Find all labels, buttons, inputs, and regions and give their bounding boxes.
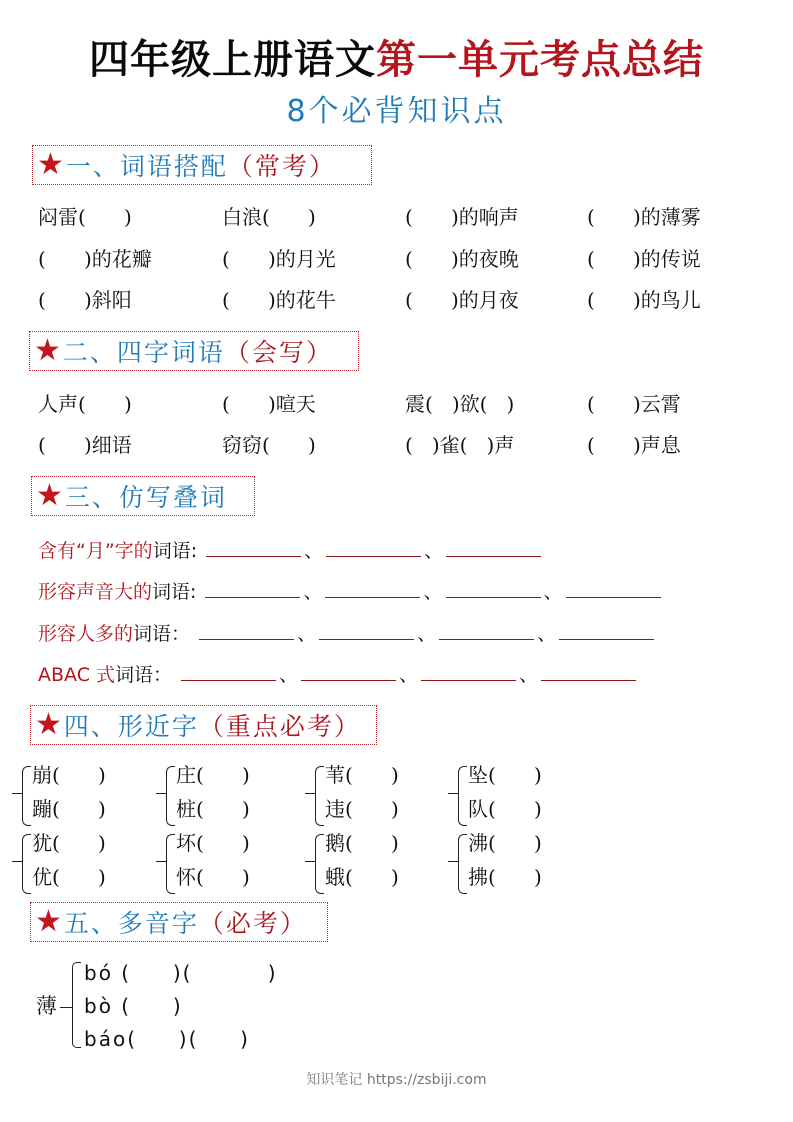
section-title: 五、多音字	[63, 909, 199, 938]
star-icon: ★	[36, 478, 63, 513]
character-pair: 庄( ) 桩( )	[156, 760, 296, 830]
section-heading-polyphones	[30, 902, 328, 942]
star-icon: ★	[34, 333, 61, 368]
answer-blank[interactable]	[326, 538, 421, 557]
list-item: 震( )欲( )	[405, 392, 515, 416]
brace-icon	[12, 793, 22, 794]
brace-icon	[156, 793, 166, 794]
answer-blank[interactable]	[541, 662, 636, 681]
answer-blank[interactable]	[446, 538, 541, 557]
answer-blank[interactable]	[206, 538, 301, 557]
section-tag: （常考）	[227, 152, 336, 181]
polyphone-character: 薄	[36, 994, 57, 1018]
answer-blank[interactable]	[439, 621, 534, 640]
star-icon: ★	[37, 147, 64, 182]
list-item: ( )细语	[38, 433, 132, 457]
section-heading-reduplicated-words	[31, 476, 255, 516]
brace-icon	[448, 861, 458, 862]
brace-icon	[12, 861, 22, 862]
list-item: 白浪( )	[222, 205, 316, 229]
fill-in-line-loud-sound-words: 形容声音大的词语: 、 、 、	[38, 579, 664, 605]
brace-icon	[448, 793, 458, 794]
fill-in-line-crowd-words: 形容人多的词语： 、 、 、	[38, 621, 657, 647]
polyphone-group	[36, 958, 356, 1058]
star-icon: ★	[35, 904, 62, 939]
character-pair: 坏( ) 怀( )	[156, 828, 296, 898]
section-tag: （必考）	[198, 909, 307, 938]
list-item: ( )喧天	[222, 392, 316, 416]
answer-blank[interactable]	[319, 621, 414, 640]
answer-blank[interactable]	[446, 579, 541, 598]
page-title-unit: 第一单元考点总结	[376, 37, 704, 83]
brace-icon	[156, 861, 166, 862]
list-item: ( )云霄	[587, 392, 681, 416]
fill-in-line-yue-words: 含有“月”字的词语: 、 、	[38, 538, 544, 564]
reading-line: báo( )( )	[84, 1027, 250, 1051]
character-pair: 崩( ) 蹦( )	[12, 760, 152, 830]
list-item: ( )的传说	[587, 247, 701, 271]
character-pair: 沸( ) 拂( )	[448, 828, 588, 898]
page-subtitle: 8个必背知识点	[286, 94, 507, 129]
list-item: ( )的鸟儿	[587, 288, 701, 312]
list-item: 人声( )	[38, 392, 132, 416]
list-item: ( )雀( )声	[405, 433, 515, 457]
section-title: 二、四字词语	[62, 338, 225, 367]
list-item: 闷雷( )	[38, 205, 132, 229]
answer-blank[interactable]	[199, 621, 294, 640]
answer-blank[interactable]	[566, 579, 661, 598]
section-tag: （重点必考）	[198, 712, 361, 741]
reading-line: bó ( )( )	[84, 961, 278, 985]
answer-blank[interactable]	[301, 662, 396, 681]
section-title: 三、仿写叠词	[64, 483, 227, 512]
character-pair: 坠( ) 队( )	[448, 760, 588, 830]
section-title: 一、词语搭配	[65, 152, 228, 181]
footer-watermark: 知识笔记 https://zsbiji.com	[306, 1072, 487, 1088]
list-item: ( )的夜晚	[405, 247, 519, 271]
list-item: ( )斜阳	[38, 288, 132, 312]
list-item: 窃窃( )	[222, 433, 316, 457]
answer-blank[interactable]	[559, 621, 654, 640]
section-heading-four-char-words	[29, 331, 359, 371]
answer-blank[interactable]	[181, 662, 276, 681]
answer-blank[interactable]	[325, 579, 420, 598]
list-item: ( )声息	[587, 433, 681, 457]
answer-blank[interactable]	[205, 579, 300, 598]
section-heading-similar-characters	[30, 705, 377, 745]
brace-icon	[60, 1007, 72, 1008]
character-pair: 苇( ) 违( )	[305, 760, 445, 830]
fill-in-line-abac-words: ABAC 式词语： 、 、 、	[38, 662, 639, 688]
page-title-grade: 四年级上册语文	[89, 37, 376, 83]
brace-icon	[305, 861, 315, 862]
character-pair: 鹅( ) 蛾( )	[305, 828, 445, 898]
list-item: ( )的花瓣	[38, 247, 152, 271]
page-title	[0, 34, 793, 86]
list-item: ( )的花牛	[222, 288, 336, 312]
list-item: ( )的薄雾	[587, 205, 701, 229]
section-tag: （会写）	[224, 338, 333, 367]
brace-icon	[305, 793, 315, 794]
character-pair: 犹( ) 优( )	[12, 828, 152, 898]
section-heading-word-collocation	[32, 145, 372, 185]
star-icon: ★	[35, 707, 62, 742]
list-item: ( )的月夜	[405, 288, 519, 312]
section-title: 四、形近字	[63, 712, 199, 741]
list-item: ( )的响声	[405, 205, 519, 229]
reading-line: bò ( )	[84, 994, 183, 1018]
answer-blank[interactable]	[421, 662, 516, 681]
list-item: ( )的月光	[222, 247, 336, 271]
